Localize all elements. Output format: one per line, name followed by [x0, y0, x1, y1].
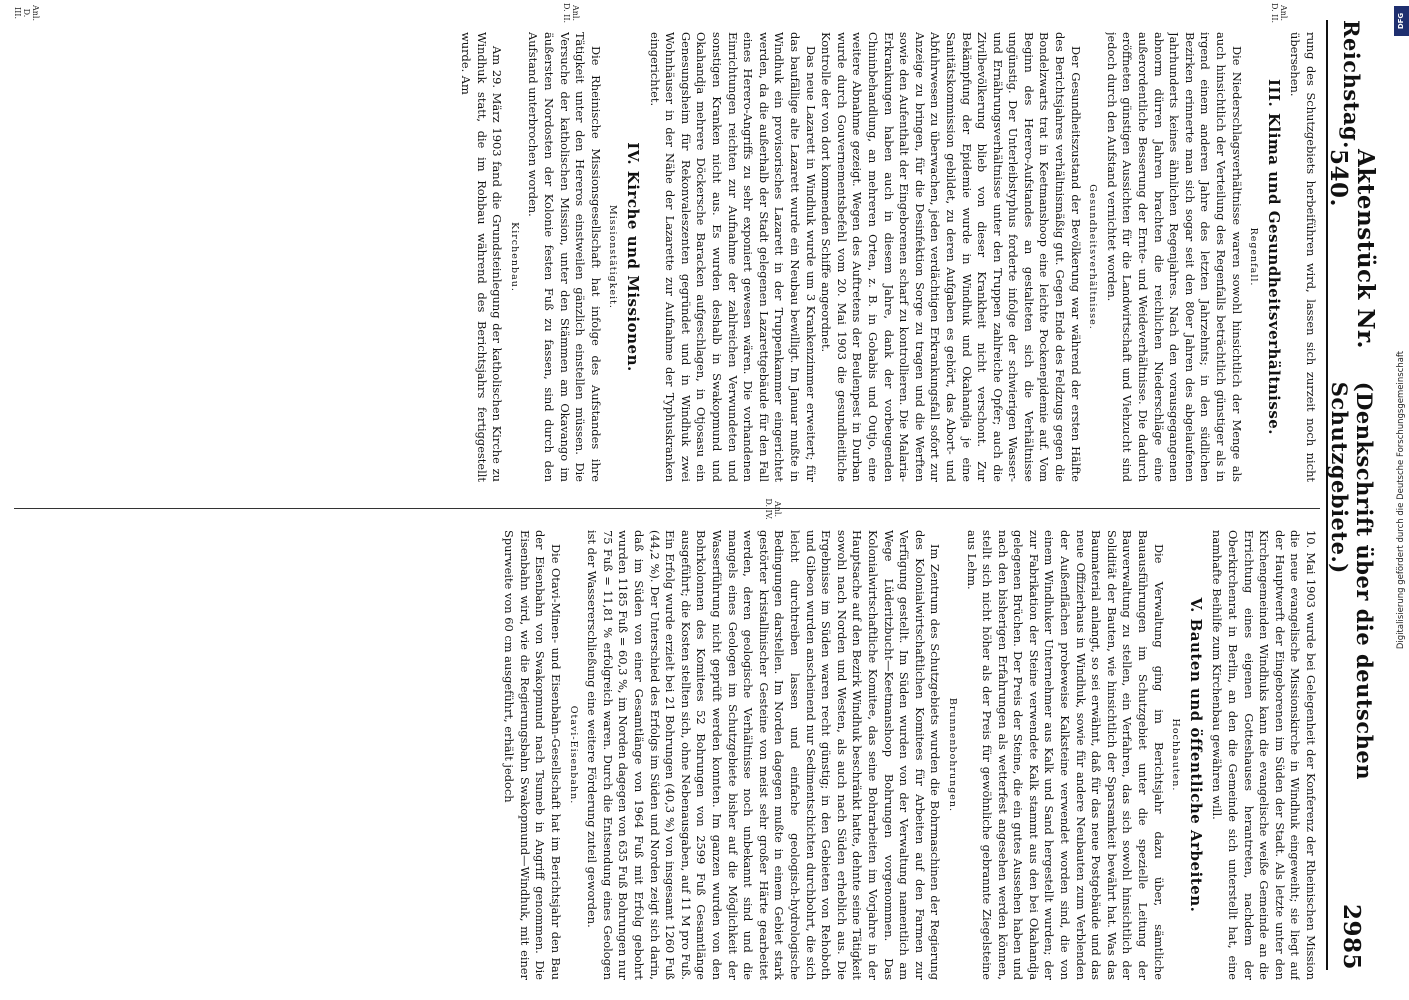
paragraph: rung des Schutzgebiets herbeiführen wird, lassen sich zurzeit noch nicht übersehen. — [1288, 32, 1318, 482]
paragraph: 10. Mai 1903 wurde bei Gelegenheit der Konferenz der Rheinischen Mission die neue evangelische Missionskirche in Windhuk eingeweiht; sie liegt auf der Hauptwerft der Eingeborenen im Süden der Stadt. Als letzte unter den Kirchengemeinden Windhuks kann die evangelische weiße Gemeinde an die Errichtung eines eigenen Gotteshauses herantreten, nachdem der Oberkirchenrat in Berlin, an den die Gemeinde sich unterstellt hat, eine namhafte Beihilfe zum Kirchenbau gewähren will. — [1210, 530, 1318, 980]
paragraph: Die Rheinische Missionsgesellschaft hat infolge des Aufstandes ihre Tätigkeit unter den Hereros einstweilen gänzlich einstellen müssen. Die Versuche der katholischen Mission, unter den Stämmen am Okavango im äußersten Nordosten der Kolonie festen Fuß zu fassen, sind durch den Aufstand unterbrochen worden. — [526, 32, 603, 482]
subsection-label: Otavi-Eisenbahn. — [567, 705, 579, 805]
paragraph: Der Gesundheitszustand der Bevölkerung war während der ersten Hälfte des Berichtsjahres verhältnismäßig gut. Gegen Ende des Feldzugs gegen die Bondelzwarts trat in Keetmanshoop eine leichte Pockenepidemie auf. Vom Beginn des Herero-Aufstandes an gestalteten sich die Verhältnisse ungünstig. Der Unterleibstyphus forderte infolge der schwierigen Wasser- und Ernährungsverhältnisse unter den Truppen zahlreiche Opfer; auch die Zivilbevölkerung blieb von dieser Krankheit nicht verschont. Zur Bekämpfung der Epidemie wurde in Windhuk und Okahandja je eine Sanitätskommission gebildet, zu deren Aufgaben es gehört, das Abort- und Abfuhrwesen zu überwachen, jeden verdächtigen Erkrankungsfall sofort zur Anzeige zu bringen, für die Desinfektion Sorge zu tragen und die Werften sowie den Aufenthalt der Eingeborenen scharf zu kontrollieren. Die Malaria-Erkrankungen haben auch in diesem Jahre, dank der vorbeugenden Chininbehandlung, an mehreren Orten, z. B. in Gobabis und Outjo, eine weitere Abnahme gezeigt. Wegen des Auftretens der Beulenpest in Durban wurde durch Gouvernementsbefehl vom 20. Mai 1903 die gesundheitliche Kontrolle der von dort kommenden Schiffe angeordnet. — [819, 32, 1083, 482]
header-reichstag: Reichstag. — [1339, 20, 1365, 149]
paragraph: Die Verwaltung ging im Berichtsjahr dazu über, sämtliche Bauausführungen im Schutzgebiet unter die spezielle Leitung der Bauverwaltung zu stellen, ein Verfahren, das sich sowohl hinsichtlich der Solidität der Bauten, wie hinsichtlich der Sparsamkeit bewährt hat. Was das Baumaterial anlangt, so sei erwähnt, daß für das neue Postgebäude und das neue Offizierhaus in Windhuk, sowie für andere Neubauten zum Verblenden der Außenflächen probeweise Kalksteine verwendet worden sind, die von einem Windhuker Unternehmer aus Kalk und Sand hergestellt wurden; der zur Fabrikation der Steine verwendete Kalk stammt aus den bei Okahandja gelegenen Brüchen. Der Preis der Steine, die ein gutes Aussehen haben und nach den bisherigen Erfahrungen als wetterfest angesehen werden können, stellt sich nicht höher als der Preis für gewöhnliche gebrannte Ziegelsteine aus Lehm. — [964, 530, 1166, 980]
dfg-logo: DFG — [1394, 6, 1409, 36]
column-divider — [14, 508, 1320, 509]
paragraph: Das neue Lazarett in Windhuk wurde um 3 Krankenzimmer erweitert; für das baufällige alte Lazarett wurde ein Neubau bewilligt. Im Januar mußte in Windhuk ein provisorisches Lazarett in der Truppenkammer eingerichtet werden, da die außerhalb der Stadt gelegenen Lazarettgebäude für den Fall eines Herero-Angriffs zu sehr exponiert gewesen wären. Die vorhandenen Einrichtungen reichten zur Aufnahme der zahlreichen Verwundeten und sonstigen Kranken nicht aus. Es wurden deshalb in Swakopmund und Okahandja mehrere Döckersche Baracken aufgeschlagen, in Otjosasu ein Genesungsheim für Rekonvaleszenten gegründet und in Windhuk zwei Wohnhäuser in der Nähe der Lazarette zur Aufnahme der Typhuskranken eingerichtet. — [647, 32, 818, 482]
right-column — [14, 530, 1318, 980]
header-aktenstueck: Aktenstück Nr. 540. — [1325, 148, 1379, 350]
subsection-label: Kirchenbau. — [508, 222, 520, 292]
margin-note: Anl. D. II. — [562, 2, 580, 24]
margin-note: Anl. D. II. — [1270, 2, 1288, 24]
subsection-label: Regenfall. — [1248, 227, 1260, 287]
paragraph: Die Otavi-Minen- und Eisenbahn-Gesellschaft hat im Berichtsjahr den Bau der Eisenbahn von Swakopmund nach Tsumeb in Angriff genommen. Die Eisenbahn wird, wie die Regierungsbahn Swakopmund—Windhuk, mit einer Spurweite von 60 cm ausgeführt, erhält jedoch — [502, 530, 564, 980]
header-rule — [1326, 20, 1328, 970]
margin-note: Anl. D. IV. — [764, 498, 782, 520]
subsection-label: Missionstätigkeit. — [607, 205, 619, 309]
margin-note: Anl. D. III. — [13, 4, 40, 22]
section-heading: IV. Kirche und Missionen. — [624, 142, 643, 372]
credit-text: Digitalisierung gefördert durch die Deutsche Forschungsgemeinschaft — [1396, 350, 1406, 650]
page-header — [1325, 20, 1379, 970]
subsection-label: Hochbauten. — [1170, 718, 1182, 792]
page-number: 2985 — [1338, 903, 1366, 970]
header-title: (Denkschrift über die deutschen Schutzgebiete.) — [1327, 381, 1377, 781]
paragraph: Am 29. März 1903 fand die Grundsteinlegung der katholischen Kirche zu Windhuk statt, die im Rohbau während des Berichtsjahrs fertiggestellt wurde. Am — [459, 32, 505, 482]
paragraph: Im Zentrum des Schutzgebiets wurden die Bohrmaschinen der Regierung des Kolonialwirtschaftlichen Komitees für Arbeiten auf den Farmen zur Verfügung gestellt. Im Süden wurden von der Verwaltung namentlich am Wege Lüderitzbucht—Keetmanshoop Bohrungen vorgenommen. Das Kolonialwirtschaftliche Komitee, das seine Bohrarbeiten im Vorjahre in der Hauptsache auf den Bezirk Windhuk beschränkt hatte, dehnte seine Tätigkeit sowohl nach Norden und Westen, als auch nach Süden erheblich aus. Die Ergebnisse im Süden waren recht günstig; in den Gebieten von Rehoboth und Gibeon wurden anscheinend nur Sedimentschichten durchbohrt, die sich leicht durchtreiben lassen und einfache geologisch-hydrologische Bedingungen darstellen. Im Norden dagegen mußte in einem Gebiet stark gestörter kristallinischer Gesteine von meist sehr großer Härte gearbeitet werden, deren geologische Verhältnisse noch unbekannt sind und die mangels eines Geologen im Schutzgebiete bisher auf die Möglichkeit der Wasserführung nicht geprüft werden konnten. Im ganzen wurden von den Bohrkolonnen des Komitees 52 Bohrungen von 2599 Fuß Gesamtlänge ausgeführt; die Kosten stellten sich, ohne Nebenausgaben, auf 11 M pro Fuß. Ein Erfolg wurde erzielt bei 21 Bohrungen (40,3 %) von insgesamt 1260 Fuß (44,2 %). Der Unterschied des Erfolgs im Süden und Norden zeigt sich darin, daß im Süden von einer Gesamtlänge von 1964 Fuß mit Erfolg gebohrt wurden 1185 Fuß = 60,3 %, im Norden dagegen von 635 Fuß Bohrungen nur 75 Fuß = 11,81 % erfolgreich waren. Durch die Entsendung eines Geologen ist der Wassererschließung eine weitere Förderung zuteil geworden. — [585, 530, 943, 980]
digitization-credit — [1394, 0, 1409, 1000]
section-heading: V. Bauten und öffentliche Arbeiten. — [1186, 597, 1205, 913]
paragraph: Die Niederschlagsverhältnisse waren sowohl hinsichtlich der Menge als auch hinsichtlich der Verteilung des Regenfalls beträchtlich günstiger als in irgend einem anderen Jahre des letzten Jahrzehnts; in den südlichen Bezirken erinnerte man sich sogar seit den 80er Jahren des abgelaufenen Jahrhunderts keines ähnlichen Regenjahres. Nach den vorausgegangenen abnorm dürren Jahren brachten die reichlichen Niederschläge eine außerordentliche Besserung der Ernte- und Weideverhältnisse. Die dadurch eröffneten günstigen Aussichten für die Landwirtschaft und Viehzucht sind jedoch durch den Aufstand vernichtet worden. — [1104, 32, 1244, 482]
section-heading: III. Klima und Gesundheitsverhältnisse. — [1264, 78, 1283, 436]
subsection-label: Brunnenbohrungen. — [946, 697, 958, 813]
subsection-label: Gesundheitsverhältnisse. — [1087, 184, 1099, 330]
left-column — [14, 32, 1318, 482]
